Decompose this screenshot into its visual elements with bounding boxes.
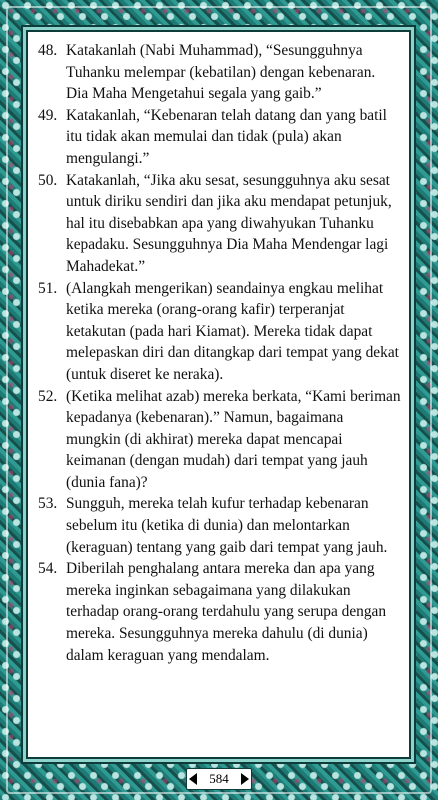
verse-item — [38, 558, 401, 666]
verse-number: 51. — [38, 279, 58, 297]
verse-number: 50. — [38, 171, 58, 189]
verse-number: 52. — [38, 387, 58, 405]
verse-text: Sungguh, mereka telah kufur terhadap kebenaran sebelum itu (ketika di dunia) dan melontarkan (keraguan) tentang yang gaib dari tempat yang jauh. — [66, 495, 388, 556]
verse-number: 54. — [38, 560, 58, 578]
verse-item — [38, 170, 401, 278]
verse-item — [38, 40, 401, 105]
verse-item — [38, 493, 401, 558]
verse-item — [38, 105, 401, 170]
page-navigator — [186, 768, 252, 790]
verse-text: Diberilah penghalang antara mereka dan apa yang mereka inginkan sebagaimana yang dilakukan terhadap orang-orang terdahulu yang serupa dengan mereka. Sesungguhnya mereka dahulu (di dunia) dalam keraguan yang mendalam. — [66, 560, 387, 664]
verse-item — [38, 278, 401, 386]
verse-item — [38, 386, 401, 494]
verse-list — [28, 32, 409, 666]
triangle-right-icon[interactable] — [241, 773, 249, 785]
verse-page — [28, 32, 409, 757]
triangle-left-icon[interactable] — [189, 773, 197, 785]
verse-text: Katakanlah, “Jika aku sesat, sesungguhnya aku sesat untuk diriku sendiri dan jika aku mendapat petunjuk, hal itu disebabkan apa yang diwahyukan Tuhanku kepadaku. Sesungguhnya Dia Maha Mendengar lagi Mahadekat.” — [66, 171, 392, 275]
verse-text: Katakanlah, “Kebenaran telah datang dan yang batil itu tidak akan memulai dan tidak (pula) akan mengulangi.” — [66, 106, 387, 167]
verse-number: 49. — [38, 106, 58, 124]
verse-number: 48. — [38, 42, 58, 59]
page-number: 584 — [209, 771, 229, 786]
verse-text: Katakanlah (Nabi Muhammad), “Sesungguhnya Tuhanku melempar (kebatilan) dengan kebenaran. Dia Maha Mengetahui segala yang gaib.” — [66, 42, 376, 103]
verse-number: 53. — [38, 495, 58, 513]
verse-text: (Ketika melihat azab) mereka berkata, “Kami beriman kepadanya (kebenaran).” Namun, bagaimana mungkin (di akhirat) mereka dapat mencapai keimanan (dengan mudah) dari tempat yang jauh (dunia fana)? — [66, 387, 401, 491]
verse-text: (Alangkah mengerikan) seandainya engkau melihat ketika mereka (orang-orang kafir) terperanjat ketakutan (pada hari Kiamat). Mereka tidak dapat melepaskan diri dan ditangkap dari tempat yang dekat (untuk diseret ke neraka). — [66, 279, 399, 383]
